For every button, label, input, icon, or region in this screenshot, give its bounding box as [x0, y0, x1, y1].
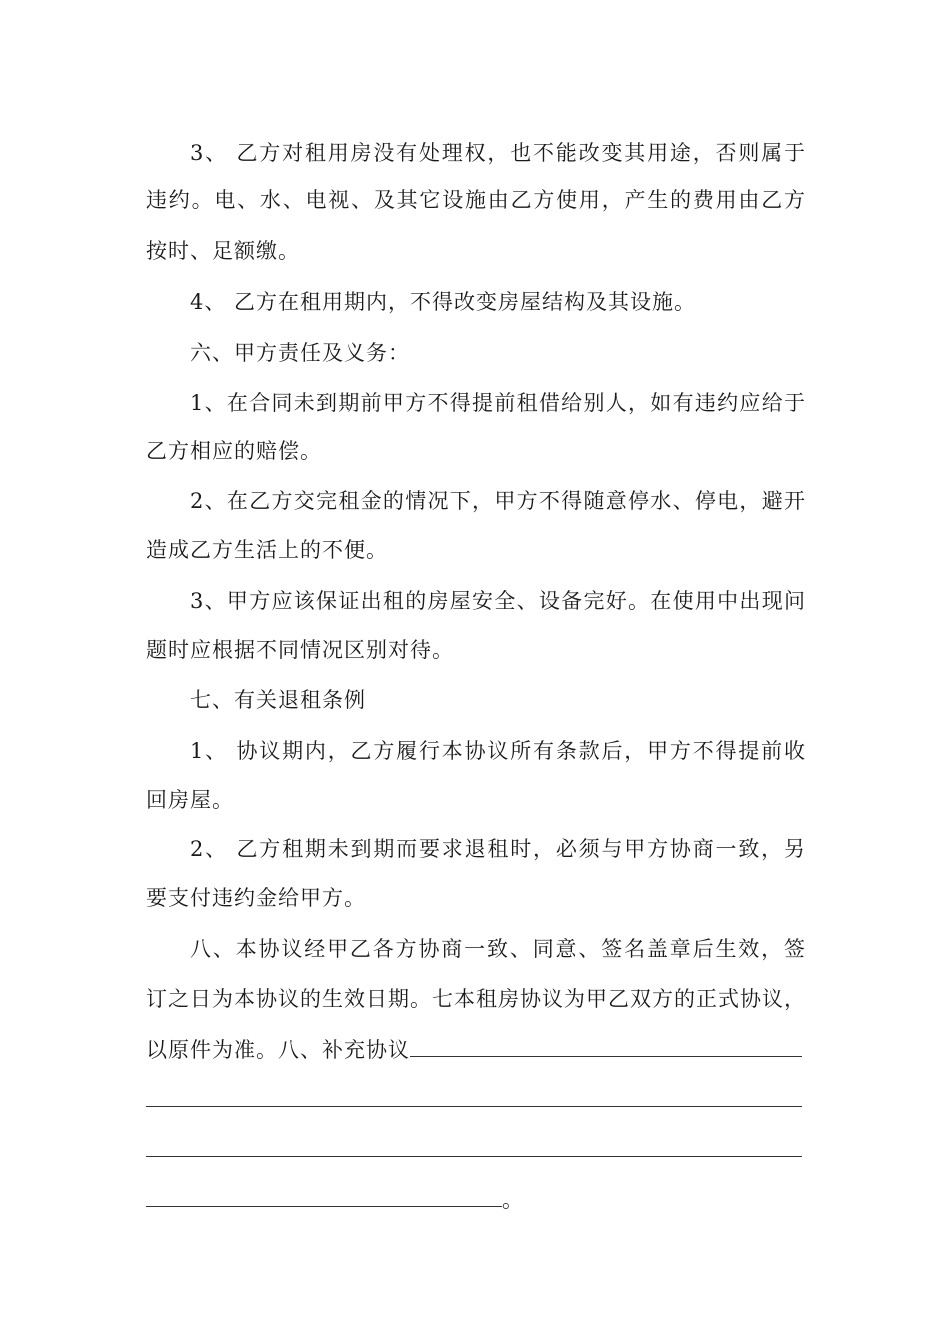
supplement-blank-inline	[410, 1036, 802, 1057]
section-8-line-2: 订之日为本协议的生效日期。七本租房协议为甲乙双方的正式协议，	[146, 987, 806, 1011]
supplement-blank-line-1	[146, 1106, 802, 1107]
clause-4: 4、 乙方在租用期内，不得改变房屋结构及其设施。	[190, 290, 697, 314]
section-7-item-1-line-1: 1、 协议期内，乙方履行本协议所有条款后，甲方不得提前收	[190, 739, 806, 763]
section-8-line-1: 八、本协议经甲乙各方协商一致、同意、签名盖章后生效，签	[190, 937, 806, 961]
section-7-heading: 七、有关退租条例	[190, 688, 366, 712]
section-7-item-2-line-1: 2、 乙方租期未到期而要求退租时，必须与甲方协商一致，另	[190, 837, 806, 861]
supplement-blank-line-3	[146, 1206, 502, 1207]
section-7-item-1-line-2: 回房屋。	[146, 788, 234, 812]
closing-period: 。	[502, 1188, 523, 1212]
section-6-item-3-line-1: 3、甲方应该保证出租的房屋安全、设备完好。在使用中出现问	[190, 589, 806, 613]
section-7-item-2-line-2: 要支付违约金给甲方。	[146, 886, 366, 910]
section-6-item-1-line-2: 乙方相应的赔偿。	[146, 439, 322, 463]
clause-3-line-2: 违约。电、水、电视、及其它设施由乙方使用，产生的费用由乙方	[146, 188, 806, 212]
section-6-item-1-line-1: 1、在合同未到期前甲方不得提前租借给别人，如有违约应给于	[190, 391, 806, 415]
supplement-label: 以原件为准。八、补充协议	[146, 1038, 410, 1062]
section-6-item-3-line-2: 题时应根据不同情况区别对待。	[146, 638, 454, 662]
section-6-item-2-line-2: 造成乙方生活上的不便。	[146, 538, 388, 562]
supplement-blank-line-2	[146, 1156, 802, 1157]
clause-3-line-3: 按时、足额缴。	[146, 239, 300, 263]
section-6-heading: 六、甲方责任及义务：	[190, 341, 410, 365]
section-6-item-2-line-1: 2、在乙方交完租金的情况下，甲方不得随意停水、停电，避开	[190, 489, 806, 513]
clause-3-line-1: 3、 乙方对租用房没有处理权，也不能改变其用途，否则属于	[190, 141, 806, 165]
section-8-line-3	[146, 1036, 810, 1064]
